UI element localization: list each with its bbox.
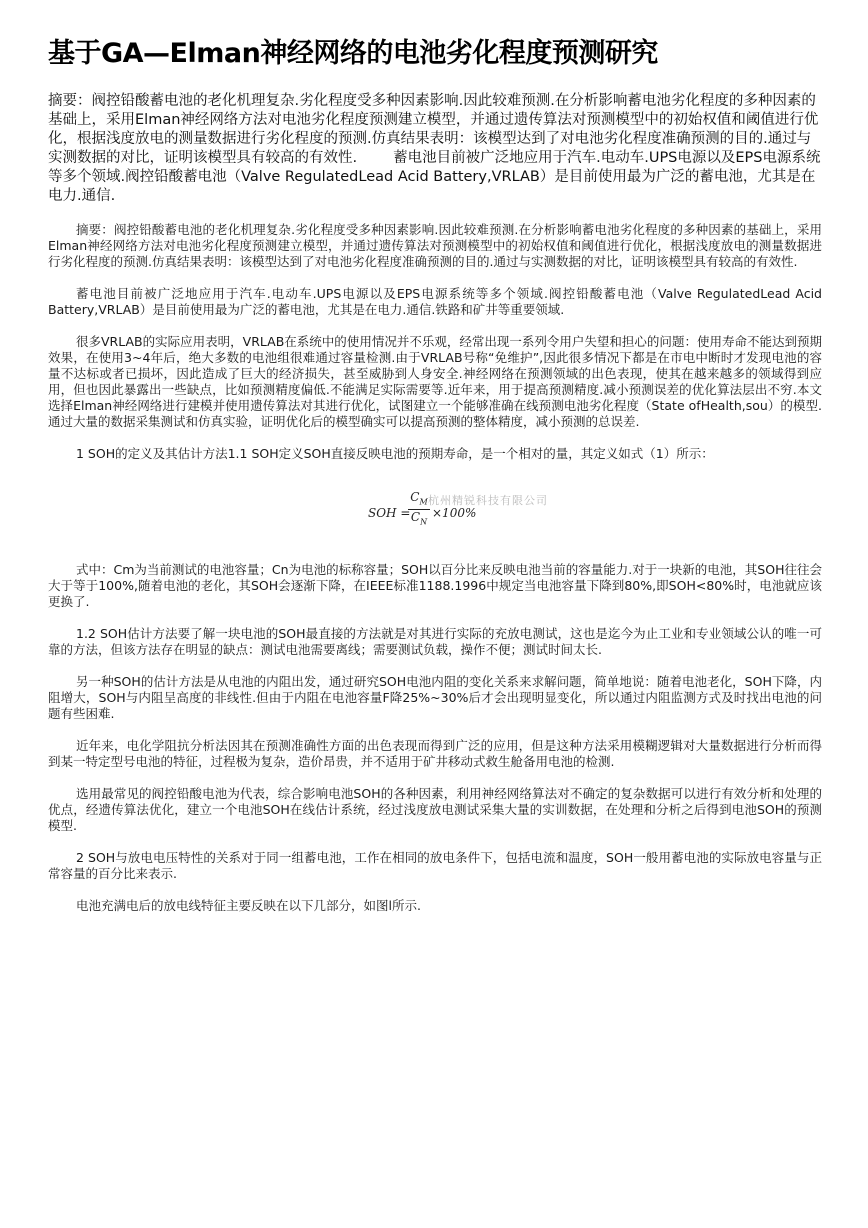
- body-paragraph: 近年来，电化学阻抗分析法因其在预测准确性方面的出色表现而得到广泛的应用，但是这种方法采用模糊逻辑对大量数据进行分析而得到某一特定型号电池的特征，过程极为复杂，造价昂贵，并不适用于矿井移动式救生舱备用电池的检测.: [48, 738, 822, 769]
- watermark: 杭州精锐科技有限公司: [428, 494, 548, 507]
- formula-rhs: ×100%: [432, 506, 477, 520]
- equation-block: [48, 482, 822, 546]
- abstract-summary-continuation: 蓄电池目前被广泛地应用于汽车.电动车.UPS电源以及EPS电源系统等多个领域.阀控铅酸蓄电池（Valve RegulatedLead Acid Battery,VRLAB）是目前使用最为广泛的蓄电池，尤其是在电力.通信.: [48, 150, 821, 204]
- formula-numerator: $C_M$: [408, 490, 430, 510]
- body-paragraph: 很多VRLAB的实际应用表明，VRLAB在系统中的使用情况并不乐观，经常出现一系列令用户失望和担心的问题：使用寿命不能达到预期效果，在使用3~4年后，绝大多数的电池组很难通过容量检测.由于VRLAB号称“免维护”,因此很多情况下都是在市电中断时才发现电池的容量不达标或者已损坏，因此造成了巨大的经济损失，甚至威胁到人身安全.神经网络在预测领域的出色表现，使其在越来越多的领域得到应用，但也因此暴露出一些缺点，比如预测精度偏低.不能满足实际需要等.近年来，用于提高预测精度.减小预测误差的优化算法层出不穷.本文选择Elman神经网络进行建模并使用遗传算法对其进行优化，试图建立一个能够准确在线预测电池劣化程度（State ofHealth,sou）的模型.通过大量的数据采集测试和仿真实验，证明优化后的模型确实可以提高预测的整体精度，减小预测的总误差.: [48, 334, 822, 429]
- body-paragraph: 电池充满电后的放电线特征主要反映在以下几部分，如图l所示.: [76, 898, 421, 913]
- formula-denominator: $C_N$: [410, 510, 428, 527]
- body-paragraph: 蓄电池目前被广泛地应用于汽车.电动车.UPS电源以及EPS电源系统等多个领域.阀控铅酸蓄电池（Valve RegulatedLead Acid Battery,VRLAB）是目前使用最为广泛的蓄电池，尤其是在电力.通信.铁路和矿井等重要领域.: [48, 286, 822, 317]
- abstract-summary-text: 摘要：阀控铅酸蓄电池的老化机理复杂.劣化程度受多种因素影响.因此较难预测.在分析影响蓄电池劣化程度的多种因素的基础上，采用Elman神经网络方法对电池劣化程度预测建立模型，并通过遗传算法对预测模型中的初始权值和阈值进行优化，根据浅度放电的测量数据进行劣化程度的预测.仿真结果表明：该模型达到了对电池劣化程度准确预测的目的.通过与实测数据的对比，证明该模型具有较高的有效性.: [48, 93, 819, 166]
- body-paragraph: 1.2 SOH估计方法要了解一块电池的SOH最直接的方法就是对其进行实际的充放电测试，这也是迄今为止工业和专业领域公认的唯一可靠的方法，但该方法存在明显的缺点：测试电池需要离线；需要测试负载，操作不便；测试时间太长.: [48, 626, 822, 657]
- formula-fraction: [408, 490, 430, 530]
- section-heading-paragraph: 1 SOH的定义及其估计方法1.1 SOH定义SOH直接反映电池的预期寿命，是一个相对的量，其定义如式（1）所示：: [76, 446, 714, 461]
- body-paragraph: 选用最常见的阀控铅酸电池为代表，综合影响电池SOH的各种因素，利用神经网络算法对不确定的复杂数据可以进行有效分析和处理的优点，经遗传算法优化，建立一个电池SOH在线估计系统，经过浅度放电测试采集大量的实训数据，在处理和分析之后得到电池SOH的预测模型.: [48, 786, 822, 833]
- document-page: [48, 36, 822, 914]
- abstract-summary: [48, 92, 822, 206]
- body-paragraph: 摘要：阀控铅酸蓄电池的老化机理复杂.劣化程度受多种因素影响.因此较难预测.在分析影响蓄电池劣化程度的多种因素的基础上，采用Elman神经网络方法对电池劣化程度预测建立模型，并通过遗传算法对预测模型中的初始权值和阈值进行优化，根据浅度放电的测量数据进行劣化程度的预测.仿真结果表明：该模型达到了对电池劣化程度准确预测的目的.通过与实测数据的对比，证明该模型具有较高的有效性.: [48, 222, 822, 269]
- page-title: 基于GA—Elman神经网络的电池劣化程度预测研究: [48, 38, 658, 69]
- body-paragraph: 式中：Cm为当前测试的电池容量；Cn为电池的标称容量；SOH以百分比来反映电池当前的容量能力.对于一块新的电池，其SOH往往会大于等于100%,随着电池的老化，其SOH会逐渐下降，在IEEE标准1188.1996中规定当电池容量下降到80%,即SOH<80%时，电池就应该更换了.: [48, 562, 822, 609]
- body-paragraph: 另一种SOH的估计方法是从电池的内阻出发，通过研究SOH电池内阻的变化关系来求解问题，简单地说：随着电池老化，SOH下降，内阻增大，SOH与内阻呈高度的非线性.但由于内阻在电池容量F降25%~30%后才会出现明显变化，所以通过内阻监测方式及时找出电池的问题有些困难.: [48, 674, 822, 721]
- body-paragraph: 2 SOH与放电电压特性的关系对于同一组蓄电池，工作在相同的放电条件下，包括电流和温度，SOH一般用蓄电池的实际放电容量与正常容量的百分比来表示.: [48, 850, 822, 881]
- formula-lhs: SOH =: [368, 506, 411, 520]
